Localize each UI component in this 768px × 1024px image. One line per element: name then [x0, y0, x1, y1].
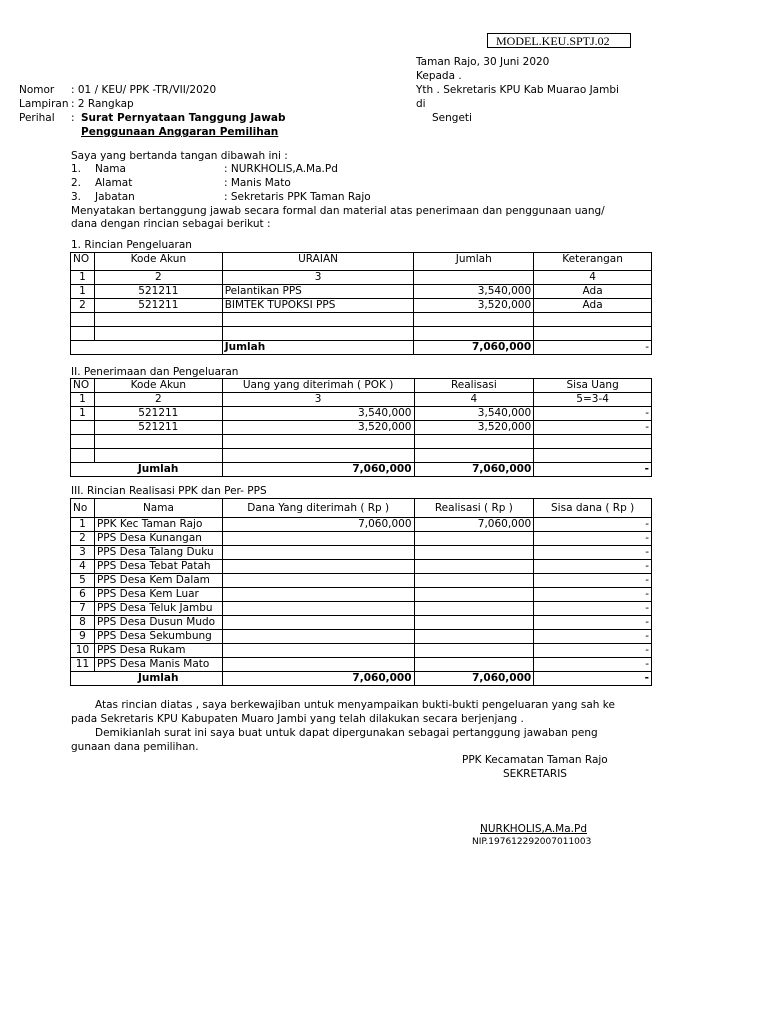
cell-sisa: -	[534, 560, 652, 574]
recipient-kepada: Kepada .	[416, 70, 462, 82]
numbering-cell: 2	[94, 271, 222, 285]
total-row	[71, 672, 652, 686]
cell-realisasi	[414, 630, 534, 644]
table-row	[71, 532, 652, 546]
total-label: Jumlah	[94, 463, 222, 477]
cell-no: 7	[71, 602, 95, 616]
section1-title: 1. Rincian Pengeluaran	[71, 239, 192, 251]
total-realisasi: 7,060,000	[414, 672, 534, 686]
cell-dana: 7,060,000	[222, 518, 414, 532]
cell-sisa: -	[534, 644, 652, 658]
cell-name: PPS Desa Dusun Mudo	[94, 616, 222, 630]
numbering-row	[71, 271, 652, 285]
cell-sisa: -	[534, 574, 652, 588]
recipient-yth: Yth . Sekretaris KPU Kab Muarao Jambi	[416, 84, 619, 96]
header-cell: Jumlah	[414, 253, 534, 271]
header-cell: Sisa dana ( Rp )	[534, 499, 652, 518]
cell-account: 521211	[94, 299, 222, 313]
numbering-cell: 2	[94, 393, 222, 407]
table-header-row	[71, 379, 652, 393]
signature-role: SEKRETARIS	[503, 768, 567, 780]
cell-no	[71, 421, 95, 435]
identity-num-3: 3.	[71, 191, 82, 203]
table-row	[71, 299, 652, 313]
cell-realisasi	[414, 588, 534, 602]
empty-row	[71, 435, 652, 449]
table-header-row	[71, 499, 652, 518]
section2-title: II. Penerimaan dan Pengeluaran	[71, 366, 239, 378]
perihal-label: Perihal	[19, 112, 55, 124]
cell-description: BIMTEK TUPOKSI PPS	[222, 299, 414, 313]
numbering-cell: 3	[222, 271, 414, 285]
cell-pok: 3,520,000	[222, 421, 414, 435]
identity-num-2: 2.	[71, 177, 82, 189]
total-row	[71, 341, 652, 355]
date-place: Taman Rajo, 30 Juni 2020	[416, 56, 550, 68]
lampiran-label: Lampiran	[19, 98, 69, 110]
header-cell: Keterangan	[534, 253, 652, 271]
header-cell: Uang yang diterimah ( POK )	[222, 379, 414, 393]
cell-account: 521211	[94, 407, 222, 421]
total-dana: 7,060,000	[222, 672, 414, 686]
cell-sisa: -	[534, 421, 652, 435]
cell-name: PPS Desa Talang Duku	[94, 546, 222, 560]
cell-sisa: -	[534, 602, 652, 616]
empty-row	[71, 327, 652, 341]
cell-realisasi	[414, 658, 534, 672]
cell-sisa: -	[534, 630, 652, 644]
cell-sisa: -	[534, 407, 652, 421]
cell-no: 1	[71, 518, 95, 532]
total-realisasi: 7,060,000	[414, 463, 534, 477]
cell-sisa: -	[534, 518, 652, 532]
table-row	[71, 518, 652, 532]
identity-label-address: Alamat	[95, 177, 133, 189]
identity-label-position: Jabatan	[95, 191, 135, 203]
cell-name: PPS Desa Kem Dalam	[94, 574, 222, 588]
table-row	[71, 421, 652, 435]
cell-name: PPS Desa Sekumbung	[94, 630, 222, 644]
cell-dana	[222, 658, 414, 672]
perihal-colon: :	[71, 112, 75, 124]
signature-name: NURKHOLIS,A.Ma.Pd	[480, 823, 587, 835]
total-sisa: -	[534, 463, 652, 477]
closing-line1: Atas rincian diatas , saya berkewajiban untuk menyampaikan bukti-bukti pengeluaran yang sah ke	[95, 699, 615, 711]
header-cell: Dana Yang diterimah ( Rp )	[222, 499, 414, 518]
cell-no: 9	[71, 630, 95, 644]
closing-line3: Demikianlah surat ini saya buat untuk dapat dipergunakan sebagai pertanggung jawaban peng	[95, 727, 598, 739]
cell-realisasi	[414, 616, 534, 630]
cell-dana	[222, 560, 414, 574]
header-cell: Kode Akun	[94, 253, 222, 271]
cell-no: 2	[71, 532, 95, 546]
statement-line1: Menyatakan bertanggung jawab secara formal dan material atas penerimaan dan penggunaan uang/	[71, 205, 605, 217]
cell-no: 4	[71, 560, 95, 574]
identity-num-1: 1.	[71, 163, 82, 175]
cell-realisasi: 7,060,000	[414, 518, 534, 532]
cell-realisasi: 3,520,000	[414, 421, 534, 435]
numbering-cell: 5=3-4	[534, 393, 652, 407]
intro-text: Saya yang bertanda tangan dibawah ini :	[71, 150, 288, 162]
numbering-row	[71, 393, 652, 407]
numbering-cell: 1	[71, 393, 95, 407]
header-cell: Kode Akun	[94, 379, 222, 393]
header-cell: Nama	[94, 499, 222, 518]
cell-name: PPS Desa Kunangan	[94, 532, 222, 546]
cell-pok: 3,540,000	[222, 407, 414, 421]
table-row	[71, 658, 652, 672]
empty-row	[71, 449, 652, 463]
nomor-value: : 01 / KEU/ PPK -TR/VII/2020	[71, 84, 217, 96]
header-cell: URAIAN	[222, 253, 414, 271]
cell-name: PPS Desa Rukam	[94, 644, 222, 658]
cell-no: 5	[71, 574, 95, 588]
total-sisa: -	[534, 672, 652, 686]
cell-sisa: -	[534, 546, 652, 560]
cell-no: 2	[71, 299, 95, 313]
cell-note: Ada	[534, 285, 652, 299]
empty-row	[71, 313, 652, 327]
identity-value-position: : Sekretaris PPK Taman Rajo	[224, 191, 371, 203]
cell-realisasi	[414, 602, 534, 616]
cell-description: Pelantikan PPS	[222, 285, 414, 299]
section3-title: III. Rincian Realisasi PPK dan Per- PPS	[71, 485, 267, 497]
cell-name: PPK Kec Taman Rajo	[94, 518, 222, 532]
cell-no: 1	[71, 285, 95, 299]
total-row	[71, 463, 652, 477]
cell-dana	[222, 588, 414, 602]
numbering-cell: 3	[222, 393, 414, 407]
recipient-di: di	[416, 98, 426, 110]
receipt-table	[70, 378, 652, 477]
cell-name: PPS Desa Tebat Patah	[94, 560, 222, 574]
statement-line2: dana dengan rincian sebagai berikut :	[71, 218, 271, 230]
cell-realisasi	[414, 574, 534, 588]
cell-dana	[222, 644, 414, 658]
cell-dana	[222, 532, 414, 546]
header-cell: Sisa Uang	[534, 379, 652, 393]
identity-value-name: : NURKHOLIS,A.Ma.Pd	[224, 163, 338, 175]
cell-note: Ada	[534, 299, 652, 313]
nomor-label: Nomor	[19, 84, 55, 96]
signature-org: PPK Kecamatan Taman Rajo	[462, 754, 608, 766]
perihal-line2: Penggunaan Anggaran Pemilihan	[81, 126, 279, 138]
cell-dana	[222, 602, 414, 616]
recipient-city: Sengeti	[432, 112, 472, 124]
cell-sisa: -	[534, 658, 652, 672]
table-header-row	[71, 253, 652, 271]
total-pok: 7,060,000	[222, 463, 414, 477]
cell-dana	[222, 574, 414, 588]
cell-no: 3	[71, 546, 95, 560]
header-cell: Realisasi	[414, 379, 534, 393]
table-row	[71, 588, 652, 602]
numbering-cell	[414, 271, 534, 285]
cell-sisa: -	[534, 616, 652, 630]
table-row	[71, 285, 652, 299]
cell-account: 521211	[94, 421, 222, 435]
cell-sisa: -	[534, 588, 652, 602]
table-row	[71, 546, 652, 560]
cell-no: 1	[71, 407, 95, 421]
numbering-cell: 1	[71, 271, 95, 285]
cell-dana	[222, 630, 414, 644]
numbering-cell: 4	[534, 271, 652, 285]
closing-line2: pada Sekretaris KPU Kabupaten Muaro Jambi yang telah dilakukan secara berjenjang .	[71, 713, 524, 725]
total-label: Jumlah	[94, 672, 222, 686]
cell-realisasi	[414, 644, 534, 658]
total-note: -	[534, 341, 652, 355]
cell-name: PPS Desa Kem Luar	[94, 588, 222, 602]
cell-no: 6	[71, 588, 95, 602]
table-row	[71, 616, 652, 630]
cell-account: 521211	[94, 285, 222, 299]
pps-table	[70, 498, 652, 686]
cell-no: 11	[71, 658, 95, 672]
header-cell: NO	[71, 379, 95, 393]
cell-realisasi	[414, 546, 534, 560]
numbering-cell: 4	[414, 393, 534, 407]
signature-nip: NIP.197612292007011003	[472, 837, 592, 847]
table-row	[71, 630, 652, 644]
total-amount: 7,060,000	[414, 341, 534, 355]
cell-sisa: -	[534, 532, 652, 546]
header-cell: Realisasi ( Rp )	[414, 499, 534, 518]
total-label: Jumlah	[222, 341, 414, 355]
cell-no: 8	[71, 616, 95, 630]
cell-amount: 3,540,000	[414, 285, 534, 299]
table-row	[71, 644, 652, 658]
table-row	[71, 560, 652, 574]
cell-realisasi: 3,540,000	[414, 407, 534, 421]
cell-dana	[222, 616, 414, 630]
cell-dana	[222, 546, 414, 560]
header-cell: No	[71, 499, 95, 518]
table-row	[71, 574, 652, 588]
header-cell: NO	[71, 253, 95, 271]
cell-name: PPS Desa Manis Mato	[94, 658, 222, 672]
table-row	[71, 602, 652, 616]
closing-line4: gunaan dana pemilihan.	[71, 741, 199, 753]
identity-value-address: : Manis Mato	[224, 177, 291, 189]
cell-name: PPS Desa Teluk Jambu	[94, 602, 222, 616]
cell-realisasi	[414, 532, 534, 546]
expense-table	[70, 252, 652, 355]
identity-label-name: Nama	[95, 163, 126, 175]
cell-realisasi	[414, 560, 534, 574]
cell-amount: 3,520,000	[414, 299, 534, 313]
cell-no: 10	[71, 644, 95, 658]
model-code-box: MODEL.KEU.SPTJ.02	[487, 33, 631, 48]
perihal-line1: Surat Pernyataan Tanggung Jawab	[81, 112, 286, 124]
lampiran-value: : 2 Rangkap	[71, 98, 134, 110]
table-row	[71, 407, 652, 421]
